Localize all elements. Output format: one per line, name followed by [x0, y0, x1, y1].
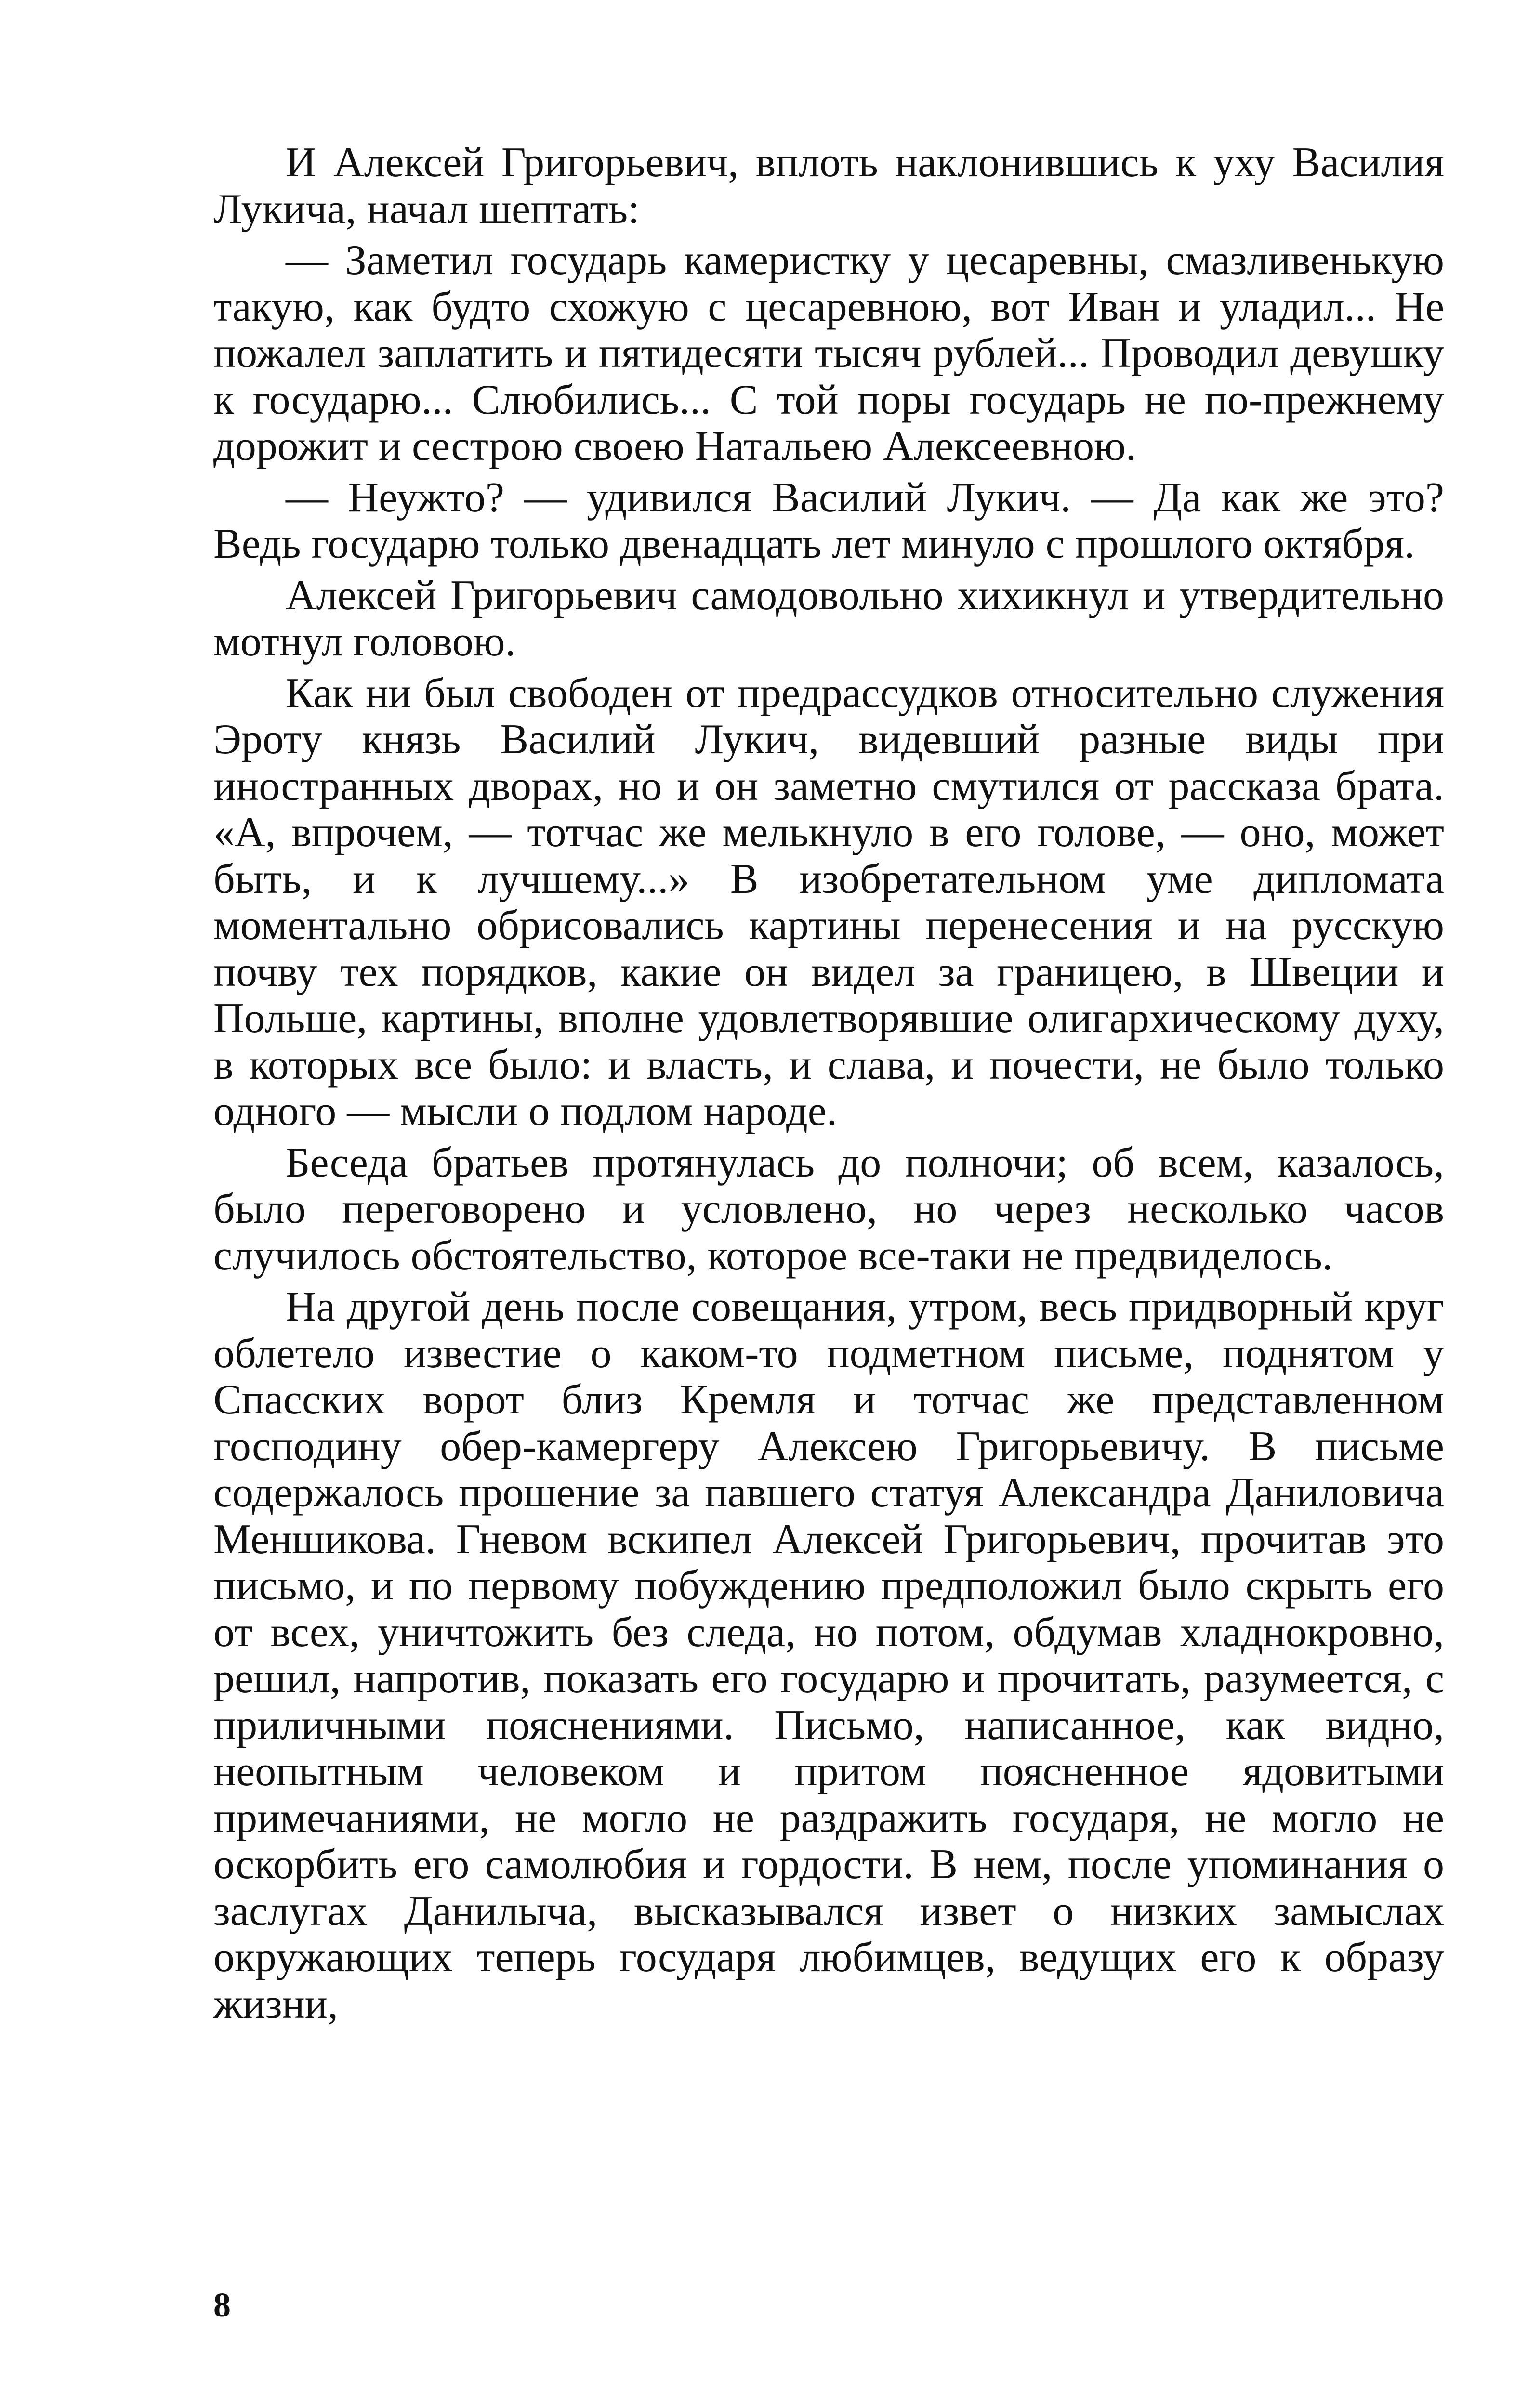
paragraph: Алексей Григорьевич самодовольно хихикнул и утвердительно мотнул головою. [213, 572, 1444, 665]
page-number: 8 [213, 2286, 231, 2324]
paragraph: И Алексей Григорьевич, вплоть наклонившись к уху Василия Лукича, начал шептать: [213, 139, 1444, 233]
page-body [213, 140, 1444, 2307]
paragraph: Беседа братьев протянулась до полночи; об всем, казалось, было переговорено и условлено, но через несколько часов случилось обстоятельство, которое все-таки не предвиделось. [213, 1139, 1444, 1279]
paragraph: Как ни был свободен от предрассудков относительно служения Эроту князь Василий Лукич, видевший разные виды при иностранных дворах, но и он заметно смутился от рассказа брата. «А, впрочем, — тотчас же мелькнуло в его голове, — оно, может быть, и к лучшему...» В изобретательном уме дипломата моментально обрисовались картины перенесения и на русскую почву тех порядков, какие он видел за границею, в Швеции и Польше, картины, вполне удовлетворявшие олигархическому духу, в которых все было: и власть, и слава, и почести, не было только одного — мысли о подлом народе. [213, 669, 1444, 1135]
paragraph: На другой день после совещания, утром, весь придворный круг облетело известие о каком-то подметном письме, поднятом у Спасских ворот близ Кремля и тотчас же представленном господину обер-камергеру Алексею Григорьевичу. В письме содержалось прошение за павшего статуя Александра Даниловича Меншикова. Гневом вскипел Алексей Григорьевич, прочитав это письмо, и по первому побуждению предположил было скрыть его от всех, уничтожить без следа, но потом, обдумав хладнокровно, решил, напротив, показать его государю и прочитать, разумеется, с приличными пояснениями. Письмо, написанное, как видно, неопытным человеком и притом поясненное ядовитыми примечаниями, не могло не раздражить государя, не могло не оскорбить его самолюбия и гордости. В нем, после упоминания о заслугах Данилыча, высказывался извет о низких замыслах окружающих теперь государя любимцев, ведущих его к образу жизни, [213, 1283, 1444, 2028]
paragraph: — Неужто? — удивился Василий Лукич. — Да как же это? Ведь государю только двенадцать лет минуло с прошлого октября. [213, 474, 1444, 567]
paragraph: — Заметил государь камеристку у цесаревны, смазливенькую такую, как будто схожую с цесаревною, вот Иван и уладил... Не пожалел заплатить и пятидесяти тысяч рублей... Проводил девушку к государю... Слюбились... С той поры государь не по-прежнему дорожит и сестрою своею Натальею Алексеевною. [213, 237, 1444, 470]
